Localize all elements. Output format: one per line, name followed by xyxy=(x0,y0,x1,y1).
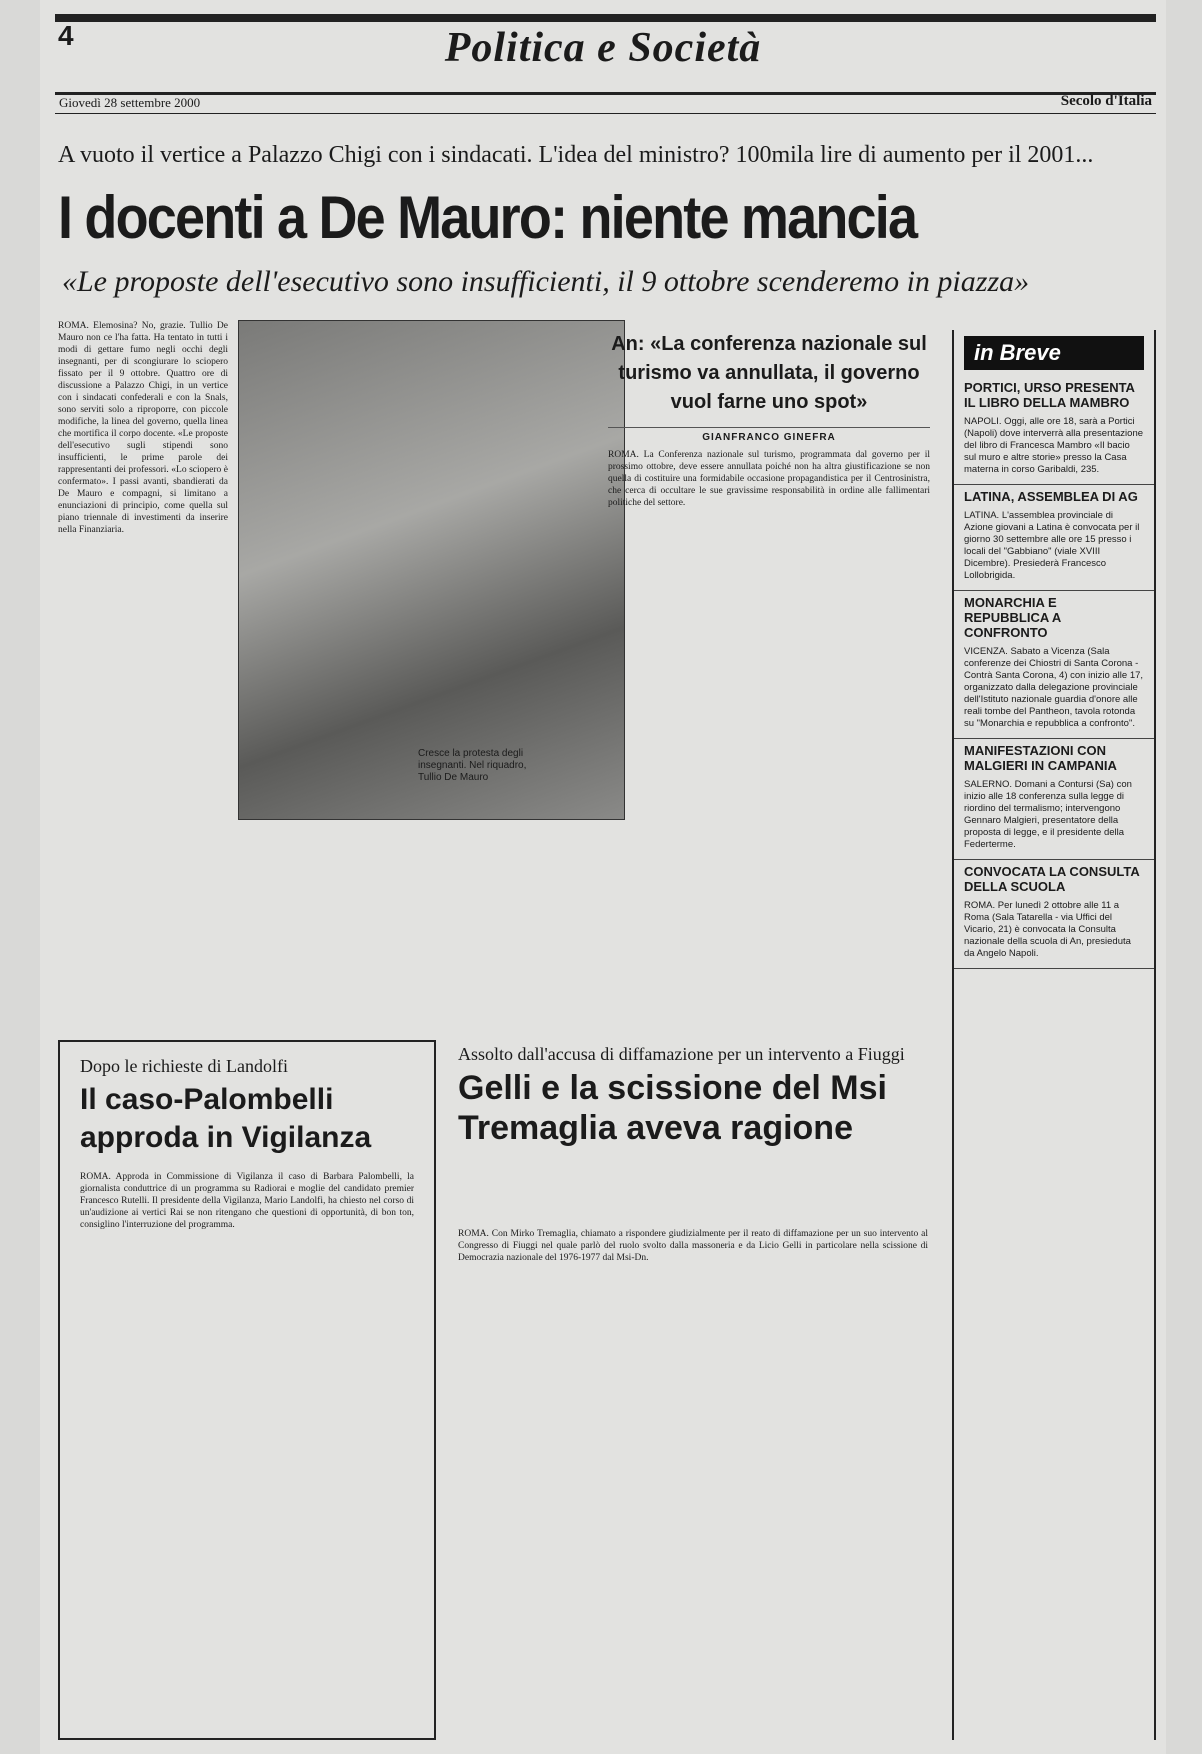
brief-item xyxy=(954,860,1154,969)
top-rule xyxy=(55,14,1156,22)
palombelli-headline: Il caso-Palombelli approda in Vigilanza xyxy=(80,1083,372,1154)
brief-item xyxy=(954,591,1154,739)
palombelli-body: ROMA. Approda in Commissione di Vigilanza il caso di Barbara Palombelli, la giornalista conduttrice di un programma su Radiorai e moglie del candidato premier Francesco Rutelli. Il presidente della Vigilanza, Mario Landolfi, ha chiesto nel corso di un'audizione ai vertici Rai se non ritengano che questioni di opportunità, di bon ton, consiglino l'interruzione del programma. xyxy=(80,1172,414,1230)
teachers-photo xyxy=(238,320,625,820)
photo-caption: Cresce la protesta degli insegnanti. Nel riquadro, Tullio De Mauro xyxy=(418,748,527,783)
brief-title: CONVOCATA LA CONSULTA DELLA SCUOLA xyxy=(964,864,1140,894)
gelli-body: ROMA. Con Mirko Tremaglia, chiamato a rispondere giudizialmente per il reato di diffamazione per un suo intervento al Congresso di Fiuggi nel quale parlò del ruolo svolto dalla massoneria e da Licio Gelli in particolare nella scissione di Democrazia nazionale del 1976-1977 dal Msi-Dn. xyxy=(458,1229,928,1263)
lead-headline: I docenti a De Mauro: niente mancia xyxy=(58,184,917,251)
an-title: An: «La conferenza nazionale sul turismo va annullata, il governo vuol farne uno spot» xyxy=(611,333,927,413)
brief-body: ROMA. Per lunedì 2 ottobre alle 11 a Roma (Sala Tatarella - via Uffici del Vicario, 21) è convocata la Consulta nazionale della scuola di An, presieduta da Angelo Napoli. xyxy=(964,900,1131,959)
sidebar-in-breve xyxy=(952,330,1156,1740)
an-body: ROMA. La Conferenza nazionale sul turismo, programmata dal governo per il prossimo ottobre, deve essere annullata poiché non ha altra giustificazione se non quella di costituire una formidabile occasione propagandistica per il Centrosinistra, che cerca di occultare le sue gravissime responsabilità in ordine alle fallimentari politiche del settore. xyxy=(608,450,930,508)
gelli-headline: Gelli e la scissione del Msi Tremaglia aveva ragione xyxy=(458,1069,887,1147)
page-number: 4 xyxy=(58,20,74,51)
palombelli-kicker: Dopo le richieste di Landolfi xyxy=(80,1056,288,1076)
section-title: Politica e Società xyxy=(444,25,762,71)
lead-column-1-text: ROMA. Elemosina? No, grazie. Tullio De Mauro non ce l'ha fatta. Ha tentato in tutti i modi di gettare fumo negli occhi degli insegnanti, per di scongiurare lo sciopero fissato per il 9 ottobre. Quattro ore di discussione a Palazzo Chigi, in un vertice con i sindacati confederali e con la Snals, sono serviti solo a riproporre, con piccole modifiche, la linea del governo, quella linea che mortifica il corpo docente. «Le proposte dell'esecutivo sugli stipendi sono insufficienti, le prime parole dei rappresentanti dei professori. «Lo sciopero è confermato». I passi avanti, sbandierati da De Mauro e compagni, si limitano a enunciazioni di principio, come quella sul piano triennale di investimenti da inserire nella Finanziaria. xyxy=(58,321,228,535)
newspaper-page xyxy=(40,0,1166,1754)
brief-item xyxy=(954,739,1154,860)
brief-item xyxy=(954,376,1154,485)
palombelli-box xyxy=(58,1040,436,1740)
brief-title: PORTICI, URSO PRESENTA IL LIBRO DELLA MAMBRO xyxy=(964,380,1135,410)
an-box xyxy=(608,322,930,634)
brief-item xyxy=(954,485,1154,591)
brief-title: MANIFESTAZIONI CON MALGIERI IN CAMPANIA xyxy=(964,743,1117,773)
brief-body: LATINA. L'assemblea provinciale di Azione giovani a Latina è convocata per il giorno 30 settembre alle ore 15 presso i locali del "Gabbiano" (viale XVIII Dicembre). Presiederà Francesco Lollobrigida. xyxy=(964,510,1140,581)
brief-title: MONARCHIA E REPUBBLICA A CONFRONTO xyxy=(964,595,1061,640)
brief-body: SALERNO. Domani a Contursi (Sa) con inizio alle 18 conferenza sulla legge di riordino del termalismo; intervengono Gennaro Malgieri, presentatore della proposta di legge, e il presidente della Federterme. xyxy=(964,779,1132,850)
lead-column-1 xyxy=(58,320,228,1000)
in-breve-logo: in Breve xyxy=(964,336,1144,370)
lead-subhead: «Le proposte dell'esecutivo sono insufficienti, il 9 ottobre scenderemo in piazza» xyxy=(62,265,1030,298)
gelli-kicker: Assolto dall'accusa di diffamazione per un intervento a Fiuggi xyxy=(458,1044,905,1064)
dateline xyxy=(55,92,1156,114)
lead-kicker: A vuoto il vertice a Palazzo Chigi con i sindacati. L'idea del ministro? 100mila lire di aumento per il 2001... xyxy=(58,142,1094,168)
brief-body: VICENZA. Sabato a Vicenza (Sala conferenze dei Chiostri di Santa Corona - Contrà Santa Corona, 4) con inizio alle 17, organizzato dalla delegazione provinciale dell'Istituto nazionale guardia d'onore alle reali tombe del Pantheon, tavola rotonda su "Monarchia e repubblica a confronto". xyxy=(964,646,1144,729)
brief-title: LATINA, ASSEMBLEA DI AG xyxy=(964,489,1138,504)
issue-date: Giovedì 28 settembre 2000 xyxy=(59,95,201,110)
paper-name: Secolo d'Italia xyxy=(1060,93,1152,109)
brief-body: NAPOLI. Oggi, alle ore 18, sarà a Portici (Napoli) dove interverrà alla presentazione del libro di Francesca Mambro «Il bacio sul muro e altre storie» presso la Casa materna in corso Garibaldi, 235. xyxy=(964,416,1144,475)
an-author: GIANFRANCO GINEFRA xyxy=(608,427,930,443)
